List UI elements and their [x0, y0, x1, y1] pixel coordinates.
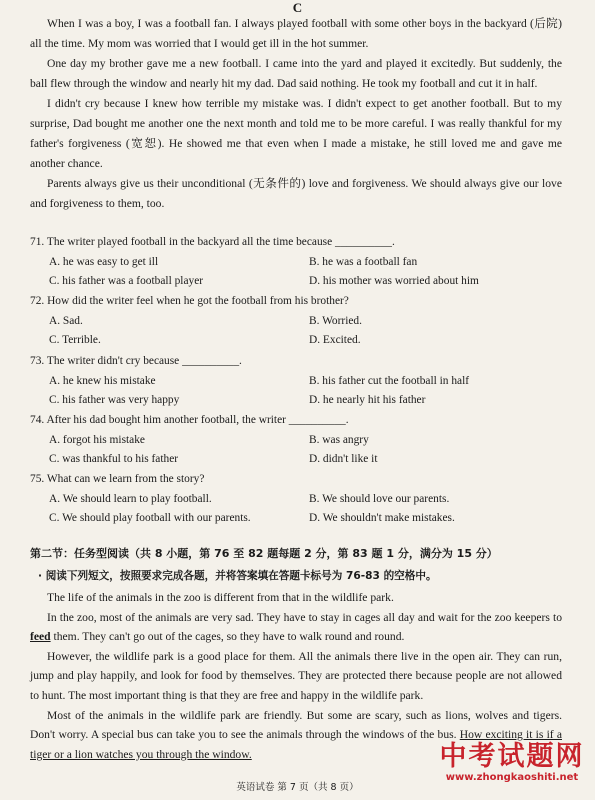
question-75	[30, 470, 565, 529]
underlined-keyword-feed: feed	[30, 630, 51, 644]
option-b: B. he was a football fan	[309, 255, 418, 268]
option-b: B. We should love our parents.	[309, 492, 450, 505]
underlined-sentence: How exciting it is if a tiger or a lion watches you through the window.	[30, 728, 562, 761]
passage-paragraph: Parents always give us their unconditional (无条件的) love and forgiveness. We should always give our love and forgiveness to them, too.	[30, 177, 562, 210]
text-run: them. They can't go out of the cages, so they have to walk round and round.	[50, 630, 405, 644]
passage-paragraph: One day my brother gave me a new football. I came into the yard and played it excitedly. But suddenly, the ball flew through the window and nearly hit my dad. Dad said nothing. He took my football and cut it in half.	[30, 57, 562, 90]
option-d: D. We shouldn't make mistakes.	[309, 512, 455, 525]
question-stem: 75. What can we learn from the story?	[30, 473, 205, 485]
text-run: In the zoo, most of the animals are very sad. They have to stay in cages all day and wait for the zoo keepers to	[47, 610, 562, 624]
task-reading-passage	[30, 588, 562, 764]
option-c: C. his father was a football player	[49, 275, 204, 288]
question-options	[30, 431, 565, 470]
task-instruction: · 阅读下列短文，按照要求完成各题，并将答案填在答题卡标号为 76-83 的空格中。	[38, 570, 437, 582]
option-b: B. Worried.	[309, 314, 362, 327]
option-c: C. Terrible.	[49, 334, 101, 347]
passage-paragraph: However, the wildlife park is a good place for them. All the animals there live in the open air. They can run, jump and play happily, and look for food by themselves. They are protected there because people are not allowed to hunt. The most important thing is that they are free and happy in the wildlife park.	[30, 649, 562, 702]
question-71	[30, 233, 565, 292]
question-73	[30, 352, 565, 411]
passage-paragraph: The life of the animals in the zoo is different from that in the wildlife park.	[47, 591, 394, 604]
site-watermark	[432, 742, 592, 784]
passage-paragraph	[30, 608, 562, 647]
question-stem: 71. The writer played football in the backyard all the time because __________.	[30, 236, 395, 248]
passage-paragraph: I didn't cry because I knew how terrible my mistake was. I didn't expect to get another football. But to my surprise, Dad bought me another one the next month and told me to be more careful. I was really thankful for my father's forgiveness (宽恕). He showed me that even when I made a mistake, he still loved me and gave me another chance.	[30, 97, 562, 170]
option-a: A. he knew his mistake	[49, 374, 156, 387]
option-c: C. his father was very happy	[49, 394, 180, 407]
option-d: D. he nearly hit his father	[309, 394, 426, 407]
section-letter: C	[292, 0, 303, 15]
text-run: Most of the animals in the wildlife park are friendly. But some are scary, such as lions, wolves and tigers. Don't worry. A special bus can take you to see the animals through the windows of the bus.	[30, 708, 562, 742]
option-c: C. was thankful to his father	[49, 453, 179, 466]
option-a: A. he was easy to get ill	[49, 255, 159, 268]
passage-paragraph: When I was a boy, I was a football fan. I always played football with some other boys in the backyard (后院) all the time. My mom was worried that I would get ill in the hot summer.	[30, 17, 562, 50]
option-a: A. forgot his mistake	[49, 433, 145, 446]
question-options	[30, 312, 565, 351]
option-b: B. was angry	[309, 433, 369, 446]
question-options	[30, 372, 565, 411]
reading-passage-c	[30, 14, 562, 214]
option-b: B. his father cut the football in half	[309, 374, 470, 387]
page-footer: 英语试卷 第 7 页（共 8 页）	[236, 782, 359, 793]
watermark-url: www.zhongkaoshiti.net	[445, 772, 579, 783]
section-2-heading: 第二节：任务型阅读（共 8 小题，第 76 至 82 题每题 2 分，第 83 题 1 分，满分为 15 分）	[30, 547, 498, 560]
question-74	[30, 411, 565, 470]
option-a: A. We should learn to play football.	[49, 492, 212, 505]
question-options	[30, 253, 565, 292]
option-d: D. Excited.	[309, 334, 361, 347]
question-stem: 74. After his dad bought him another football, the writer __________.	[30, 414, 349, 426]
question-stem: 73. The writer didn't cry because __________.	[30, 355, 242, 367]
question-stem: 72. How did the writer feel when he got the football from his brother?	[30, 295, 349, 307]
option-d: D. didn't like it	[309, 453, 378, 466]
option-a: A. Sad.	[49, 314, 83, 327]
watermark-title: 中考试题网	[439, 741, 585, 772]
question-options	[30, 490, 565, 529]
question-72	[30, 292, 565, 351]
option-d: D. his mother was worried about him	[309, 275, 479, 288]
option-c: C. We should play football with our parents.	[49, 512, 251, 525]
